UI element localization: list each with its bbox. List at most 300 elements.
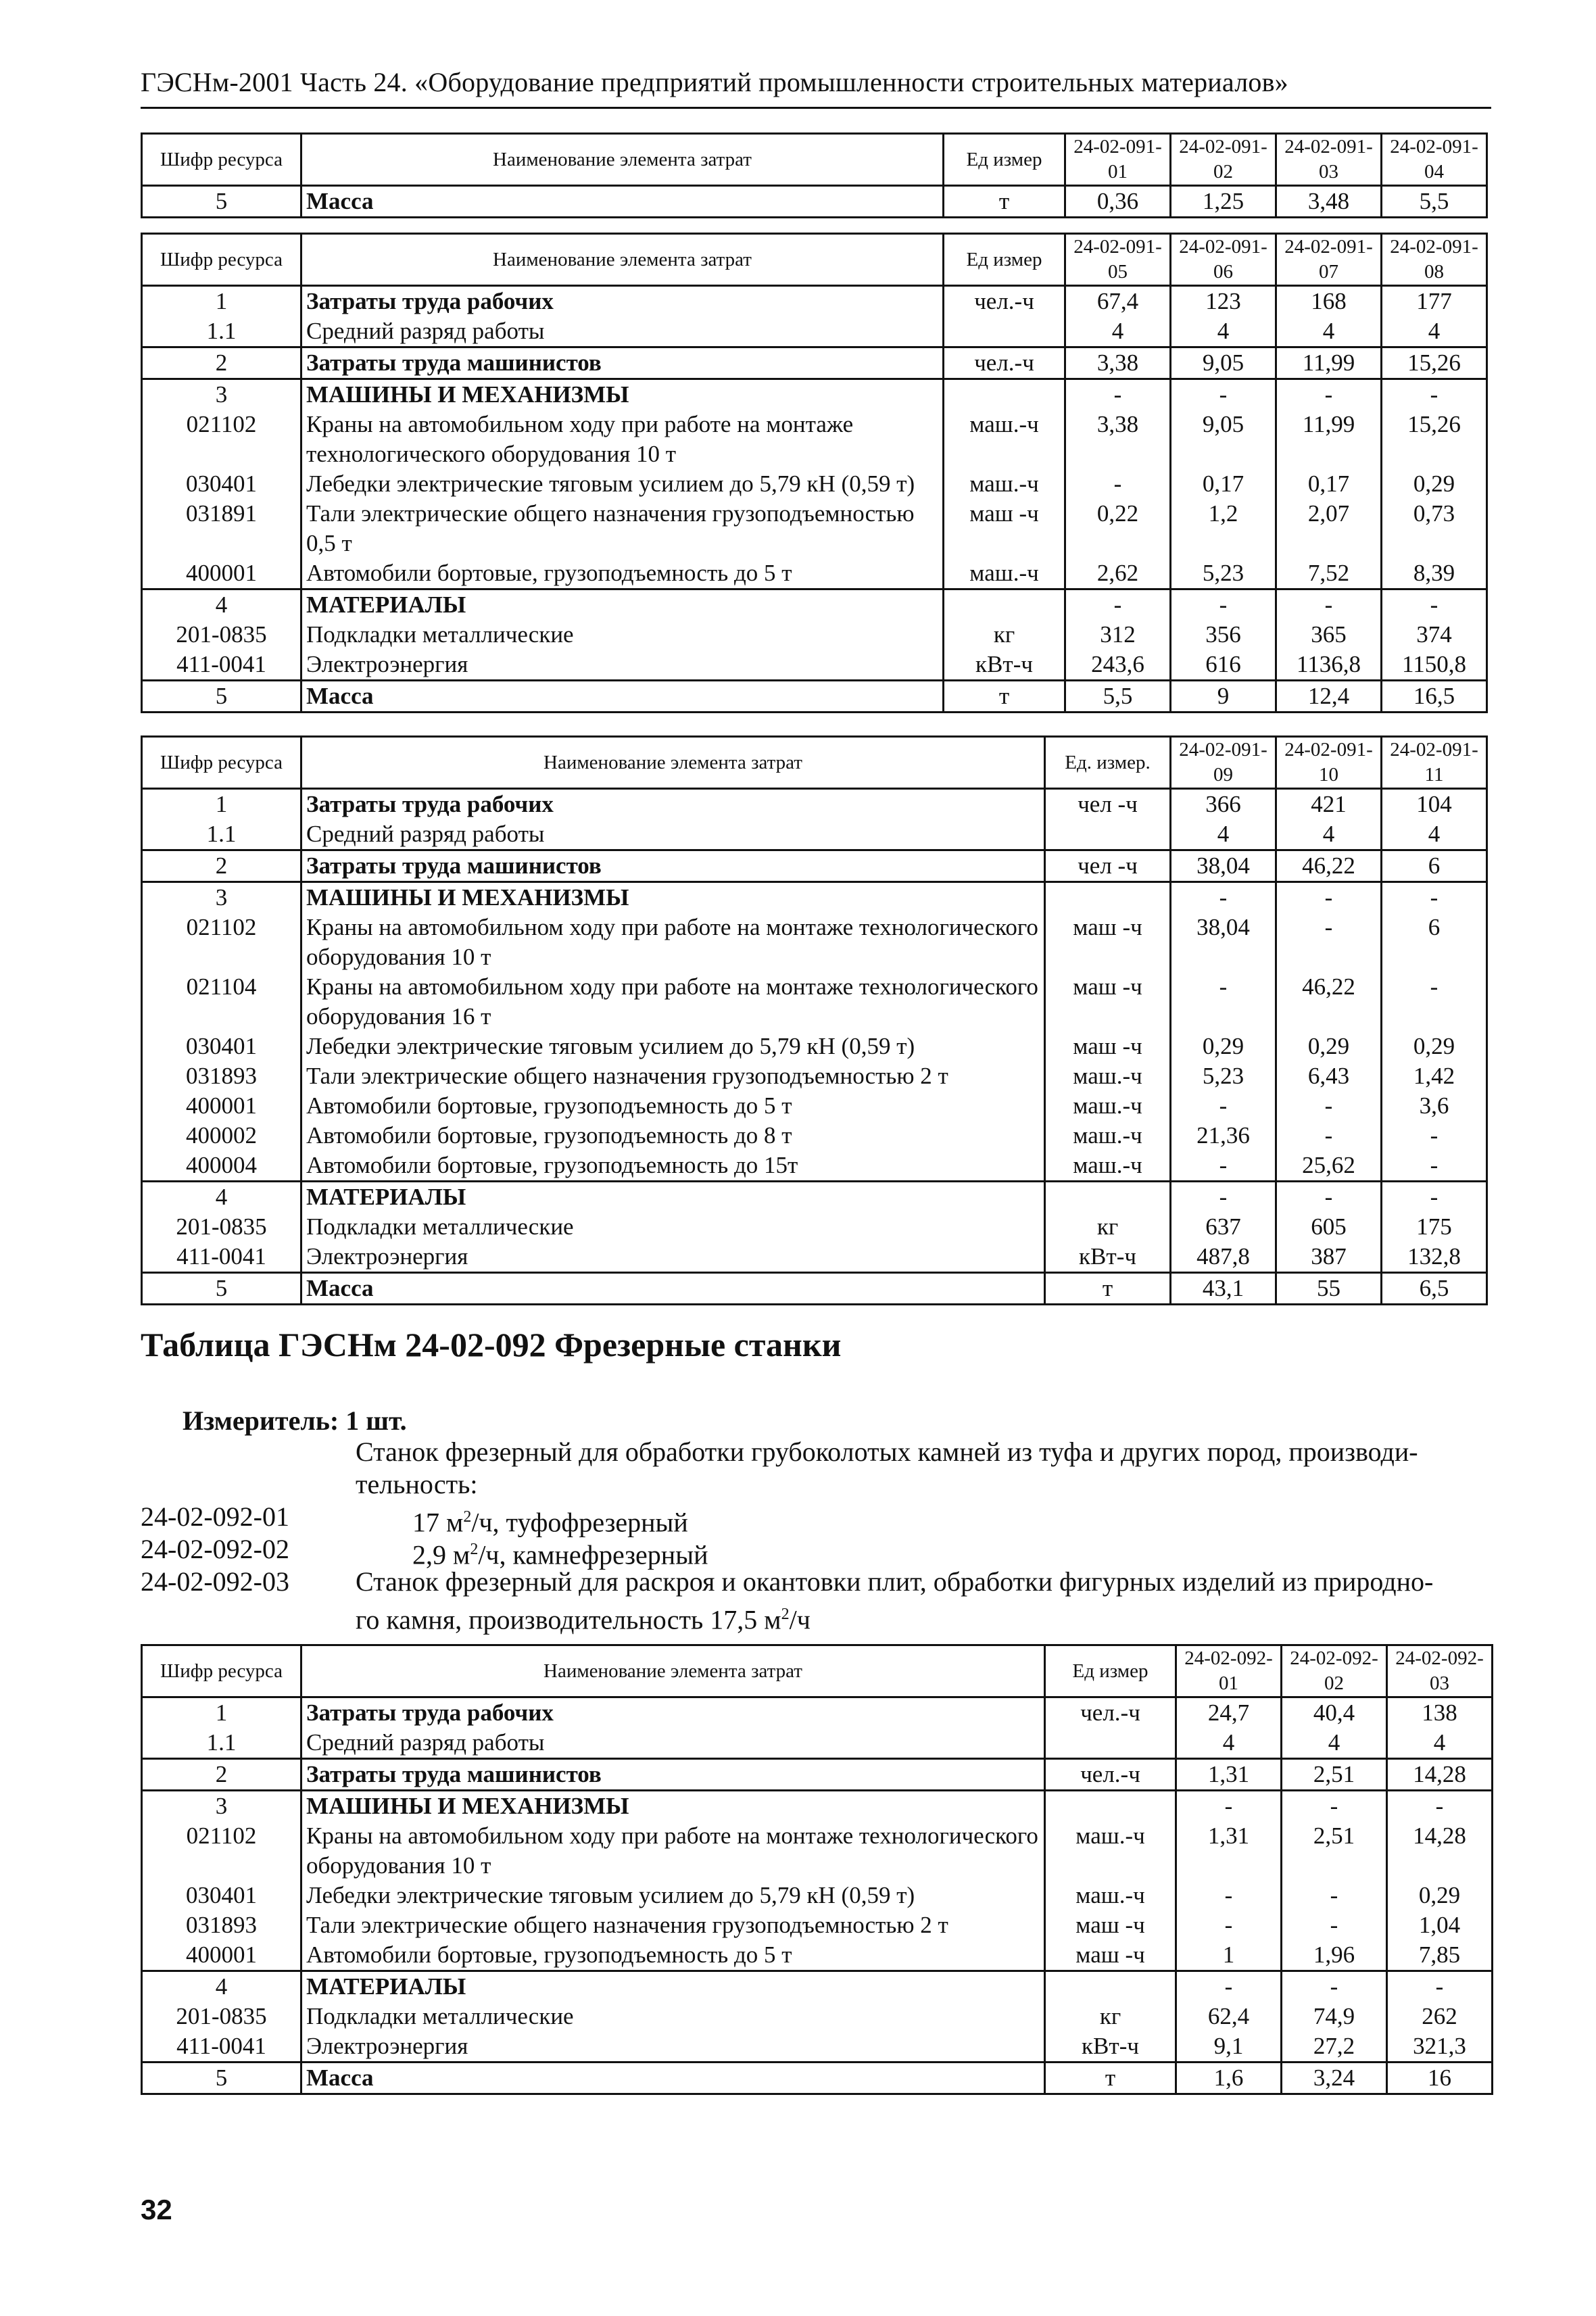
cell-name: МАШИНЫ И МЕХАНИЗМЫ [301, 379, 944, 410]
cell-name: Масса [301, 681, 944, 713]
cell-value: 4 [1282, 1728, 1387, 1759]
item-code-2: 24-02-092-02 [141, 1534, 289, 1564]
cell-unit: чел -ч [1045, 850, 1171, 882]
cell-value: 15,26 [1382, 347, 1487, 379]
table-row [142, 499, 1487, 558]
cell-value: 177 [1382, 286, 1487, 317]
cell-name: Краны на автомобильном ходу при работе на монтаже технологического оборудования 10 т [301, 1821, 1045, 1881]
header-norm-code: 24-02-091-05 [1065, 234, 1171, 286]
cell-value: 3,48 [1276, 186, 1382, 218]
cell-value: - [1065, 379, 1171, 410]
item-text-3-line-1: Станок фрезерный для раскроя и окантовки плит, обработки фигурных изделий из природно- [356, 1566, 1434, 1597]
cell-value: 0,22 [1065, 499, 1171, 558]
table-body [142, 1645, 1493, 2094]
cell-value: 25,62 [1276, 1151, 1382, 1182]
cell-value: - [1171, 1151, 1276, 1182]
cell-value: 5,23 [1171, 1061, 1276, 1091]
cell-value: 6,5 [1382, 1273, 1487, 1305]
cell-code: 411-0041 [142, 1242, 301, 1273]
cell-name: МАТЕРИАЛЫ [301, 1182, 1045, 1213]
measure-label: Измеритель: [183, 1405, 339, 1436]
table-row [142, 1759, 1493, 1791]
cell-name: МАШИНЫ И МЕХАНИЗМЫ [301, 882, 1045, 913]
header-row [142, 1645, 1493, 1697]
table-row [142, 1821, 1493, 1881]
cell-code: 411-0041 [142, 2031, 301, 2062]
cell-unit: т [944, 681, 1065, 713]
cell-code: 2 [142, 347, 301, 379]
cell-unit: маш.-ч [944, 469, 1065, 499]
cell-unit: кг [1045, 1212, 1171, 1242]
cell-name: Подкладки металлические [301, 1212, 1045, 1242]
cell-value: - [1382, 1121, 1487, 1151]
cell-value: - [1276, 882, 1382, 913]
cell-value: 46,22 [1276, 972, 1382, 1032]
cell-value: 27,2 [1282, 2031, 1387, 2062]
table-row [142, 819, 1487, 850]
cell-unit: маш -ч [1045, 1940, 1176, 1971]
cell-value: - [1382, 972, 1487, 1032]
cell-value: 4 [1382, 316, 1487, 347]
table-row [142, 1182, 1487, 1213]
cell-code: 030401 [142, 1881, 301, 1910]
cell-value: - [1276, 1091, 1382, 1121]
cell-code: 5 [142, 681, 301, 713]
cell-value: 374 [1382, 620, 1487, 650]
cell-value: - [1065, 469, 1171, 499]
item-text-1-sup: 2 [463, 1508, 472, 1526]
cell-unit: маш.-ч [944, 558, 1065, 589]
cell-name: Средний разряд работы [301, 1728, 1045, 1759]
cell-value: 104 [1382, 789, 1487, 820]
header-norm-code: 24-02-091-06 [1171, 234, 1276, 286]
cell-name: Автомобили бортовые, грузоподъемность до 5 т [301, 1091, 1045, 1121]
cell-name: Подкладки металлические [301, 620, 944, 650]
table-row [142, 1940, 1493, 1971]
cell-unit [944, 316, 1065, 347]
cell-value: 168 [1276, 286, 1382, 317]
cell-name: МАТЕРИАЛЫ [301, 589, 944, 621]
cell-name: Масса [301, 1273, 1045, 1305]
header-unit: Ед измер [1045, 1645, 1176, 1697]
cell-value: 4 [1065, 316, 1171, 347]
cell-code: 4 [142, 1971, 301, 2002]
cell-value: 4 [1387, 1728, 1493, 1759]
cell-unit: чел.-ч [1045, 1697, 1176, 1729]
cell-name: Лебедки электрические тяговым усилием до 5,79 кН (0,59 т) [301, 1032, 1045, 1061]
cell-value: 2,51 [1282, 1759, 1387, 1791]
table-row [142, 1091, 1487, 1121]
cell-value: - [1171, 972, 1276, 1032]
cell-value: 138 [1387, 1697, 1493, 1729]
header-norm-code: 24-02-091-08 [1382, 234, 1487, 286]
item-text-1-a: 17 м [412, 1507, 464, 1538]
cell-name: МАШИНЫ И МЕХАНИЗМЫ [301, 1791, 1045, 1822]
cell-code: 030401 [142, 1032, 301, 1061]
cell-name: Затраты труда машинистов [301, 347, 944, 379]
table-row [142, 469, 1487, 499]
cell-unit: кг [944, 620, 1065, 650]
cell-value: 14,28 [1387, 1821, 1493, 1881]
cell-code: 5 [142, 2062, 301, 2094]
cell-code: 021104 [142, 972, 301, 1032]
cell-value: 0,73 [1382, 499, 1487, 558]
cell-value: - [1276, 1121, 1382, 1151]
cell-code: 1.1 [142, 1728, 301, 1759]
cell-value: 1,42 [1382, 1061, 1487, 1091]
cell-value: - [1387, 1971, 1493, 2002]
table-row [142, 1212, 1487, 1242]
measure-line [183, 1405, 407, 1437]
cell-unit: маш -ч [944, 499, 1065, 558]
cell-value: 1 [1176, 1940, 1282, 1971]
cell-unit [1045, 1971, 1176, 2002]
header-unit: Ед. измер. [1045, 737, 1171, 789]
cell-unit: маш.-ч [1045, 1881, 1176, 1910]
cell-value: - [1276, 379, 1382, 410]
header-name: Наименование элемента затрат [301, 234, 944, 286]
cell-code: 031893 [142, 1061, 301, 1091]
header-code: Шифр ресурса [142, 737, 301, 789]
cell-value: 11,99 [1276, 347, 1382, 379]
cell-code: 411-0041 [142, 650, 301, 681]
cell-name: Электроэнергия [301, 2031, 1045, 2062]
cell-value: 24,7 [1176, 1697, 1282, 1729]
cell-code: 400001 [142, 1091, 301, 1121]
cell-name: Масса [301, 2062, 1045, 2094]
cell-name: Краны на автомобильном ходу при работе на монтаже технологического оборудования 10 т [301, 410, 944, 469]
cell-unit: маш.-ч [1045, 1061, 1171, 1091]
cell-value: 312 [1065, 620, 1171, 650]
cell-value: - [1382, 1182, 1487, 1213]
resource-table-091-09-11 [141, 735, 1488, 1305]
cell-value: - [1171, 379, 1276, 410]
table-row [142, 2031, 1493, 2062]
running-header: ГЭСНм-2001 Часть 24. «Оборудование предприятий промышленности строительных материалов» [141, 67, 1288, 97]
cell-name: Средний разряд работы [301, 819, 1045, 850]
intro-line-2: тельность: [356, 1469, 478, 1499]
cell-value: 0,29 [1171, 1032, 1276, 1061]
cell-unit: чел.-ч [944, 347, 1065, 379]
table-row [142, 1697, 1493, 1729]
cell-value: 38,04 [1171, 913, 1276, 972]
cell-name: Автомобили бортовые, грузоподъемность до 15т [301, 1151, 1045, 1182]
table-row [142, 972, 1487, 1032]
cell-value: 3,24 [1282, 2062, 1387, 2094]
cell-code: 021102 [142, 913, 301, 972]
cell-value: 5,23 [1171, 558, 1276, 589]
cell-value: - [1276, 913, 1382, 972]
table-row [142, 186, 1487, 218]
cell-value: 15,26 [1382, 410, 1487, 469]
cell-code: 1.1 [142, 316, 301, 347]
cell-value: 487,8 [1171, 1242, 1276, 1273]
cell-value: 616 [1171, 650, 1276, 681]
cell-unit [1045, 819, 1171, 850]
cell-name: Электроэнергия [301, 650, 944, 681]
cell-value: 8,39 [1382, 558, 1487, 589]
cell-value: 1,6 [1176, 2062, 1282, 2094]
cell-value: - [1282, 1881, 1387, 1910]
cell-value: 6 [1382, 850, 1487, 882]
cell-name: Лебедки электрические тяговым усилием до 5,79 кН (0,59 т) [301, 1881, 1045, 1910]
cell-code: 1 [142, 1697, 301, 1729]
cell-name: Краны на автомобильном ходу при работе на монтаже технологического оборудования 10 т [301, 913, 1045, 972]
cell-value: - [1176, 1791, 1282, 1822]
header-code: Шифр ресурса [142, 134, 301, 186]
header-norm-code: 24-02-091-10 [1276, 737, 1382, 789]
cell-unit: чел -ч [1045, 789, 1171, 820]
header-norm-code: 24-02-091-09 [1171, 737, 1276, 789]
cell-code: 3 [142, 882, 301, 913]
header-unit: Ед измер [944, 134, 1065, 186]
cell-unit [944, 589, 1065, 621]
cell-value: 16 [1387, 2062, 1493, 2094]
cell-code: 4 [142, 1182, 301, 1213]
table-row [142, 316, 1487, 347]
item-text-2-sup: 2 [470, 1541, 479, 1558]
cell-unit: маш -ч [1045, 1032, 1171, 1061]
table-row [142, 882, 1487, 913]
cell-unit: чел.-ч [1045, 1759, 1176, 1791]
cell-value: 366 [1171, 789, 1276, 820]
cell-unit [1045, 1791, 1176, 1822]
cell-code: 4 [142, 589, 301, 621]
table-row [142, 286, 1487, 317]
table-row [142, 650, 1487, 681]
item-text-3-line-2-a: го камня, производительность 17,5 м [356, 1604, 781, 1635]
cell-unit: маш -ч [1045, 913, 1171, 972]
cell-name: МАТЕРИАЛЫ [301, 1971, 1045, 2002]
cell-name: Автомобили бортовые, грузоподъемность до 5 т [301, 558, 944, 589]
cell-value: 1,31 [1176, 1821, 1282, 1881]
cell-name: Средний разряд работы [301, 316, 944, 347]
cell-value: 67,4 [1065, 286, 1171, 317]
table-row [142, 913, 1487, 972]
cell-value: 365 [1276, 620, 1382, 650]
header-code: Шифр ресурса [142, 1645, 301, 1697]
table-row [142, 850, 1487, 882]
cell-name: Затраты труда машинистов [301, 1759, 1045, 1791]
cell-code: 400004 [142, 1151, 301, 1182]
cell-unit: маш.-ч [1045, 1821, 1176, 1881]
cell-value: 5,5 [1382, 186, 1487, 218]
item-text-3-line-2-b: /ч [789, 1604, 811, 1635]
table-row [142, 1061, 1487, 1091]
cell-value: 9,1 [1176, 2031, 1282, 2062]
cell-name: Затраты труда рабочих [301, 286, 944, 317]
cell-value: 40,4 [1282, 1697, 1387, 1729]
cell-value: 1,2 [1171, 499, 1276, 558]
cell-value: 5,5 [1065, 681, 1171, 713]
cell-value: 4 [1382, 819, 1487, 850]
cell-name: Масса [301, 186, 944, 218]
cell-code: 1 [142, 789, 301, 820]
section-title: Таблица ГЭСНм 24-02-092 Фрезерные станки [141, 1326, 842, 1364]
table-row [142, 558, 1487, 589]
table-row [142, 1971, 1493, 2002]
header-code: Шифр ресурса [142, 234, 301, 286]
cell-value: 1,25 [1171, 186, 1276, 218]
cell-code: 1.1 [142, 819, 301, 850]
cell-code: 400001 [142, 558, 301, 589]
cell-name: Затраты труда рабочих [301, 1697, 1045, 1729]
cell-value: - [1276, 1182, 1382, 1213]
cell-unit: т [944, 186, 1065, 218]
cell-unit: т [1045, 1273, 1171, 1305]
cell-code: 031891 [142, 499, 301, 558]
cell-value: 3,6 [1382, 1091, 1487, 1121]
cell-value: 0,29 [1382, 469, 1487, 499]
header-norm-code: 24-02-091-01 [1065, 134, 1171, 186]
cell-value: 132,8 [1382, 1242, 1487, 1273]
cell-value: 175 [1382, 1212, 1487, 1242]
table-row [142, 1910, 1493, 1940]
header-name: Наименование элемента затрат [301, 1645, 1045, 1697]
cell-value: 1150,8 [1382, 650, 1487, 681]
cell-name: Автомобили бортовые, грузоподъемность до 5 т [301, 1940, 1045, 1971]
cell-code: 3 [142, 379, 301, 410]
cell-code: 201-0835 [142, 620, 301, 650]
cell-value: 0,29 [1382, 1032, 1487, 1061]
table-row [142, 379, 1487, 410]
resource-table-091-01-04 [141, 132, 1488, 218]
cell-name: Краны на автомобильном ходу при работе на монтаже технологического оборудования 16 т [301, 972, 1045, 1032]
cell-value: - [1171, 589, 1276, 621]
header-norm-code: 24-02-092-02 [1282, 1645, 1387, 1697]
cell-code: 2 [142, 850, 301, 882]
item-text-3-line-2-sup: 2 [781, 1606, 790, 1623]
cell-value: 0,36 [1065, 186, 1171, 218]
cell-value: - [1176, 1881, 1282, 1910]
cell-value: 262 [1387, 2002, 1493, 2031]
intro-line-1: Станок фрезерный для обработки грубоколотых камней из туфа и других пород, производи- [356, 1437, 1418, 1467]
cell-value: 9 [1171, 681, 1276, 713]
cell-code: 5 [142, 1273, 301, 1305]
cell-value: 55 [1276, 1273, 1382, 1305]
table-row [142, 789, 1487, 820]
cell-value: 43,1 [1171, 1273, 1276, 1305]
header-row [142, 737, 1487, 789]
cell-unit: маш -ч [1045, 1910, 1176, 1940]
cell-value: 74,9 [1282, 2002, 1387, 2031]
cell-value: 16,5 [1382, 681, 1487, 713]
table-row [142, 347, 1487, 379]
cell-value: 9,05 [1171, 347, 1276, 379]
header-row [142, 234, 1487, 286]
item-code-1: 24-02-092-01 [141, 1501, 289, 1532]
cell-value: - [1065, 589, 1171, 621]
table-body [142, 234, 1487, 713]
cell-value: 3,38 [1065, 410, 1171, 469]
cell-unit [1045, 1728, 1176, 1759]
table-row [142, 2002, 1493, 2031]
cell-code: 031893 [142, 1910, 301, 1940]
cell-value: 421 [1276, 789, 1382, 820]
item-text-1-b: /ч, туфофрезерный [471, 1507, 688, 1538]
page-number: 32 [141, 2194, 172, 2225]
cell-name: Подкладки металлические [301, 2002, 1045, 2031]
cell-value: 321,3 [1387, 2031, 1493, 2062]
cell-value: 21,36 [1171, 1121, 1276, 1151]
item-text-2-b: /ч, камнефрезерный [478, 1539, 708, 1570]
cell-unit: кВт-ч [1045, 1242, 1171, 1273]
cell-value: 4 [1276, 819, 1382, 850]
cell-value: 605 [1276, 1212, 1382, 1242]
cell-value: 7,52 [1276, 558, 1382, 589]
cell-name: Электроэнергия [301, 1242, 1045, 1273]
cell-unit: маш.-ч [1045, 1091, 1171, 1121]
cell-code: 1 [142, 286, 301, 317]
resource-table-092 [141, 1644, 1493, 2095]
cell-code: 021102 [142, 410, 301, 469]
table-row [142, 681, 1487, 713]
cell-value: 3,38 [1065, 347, 1171, 379]
cell-value: 14,28 [1387, 1759, 1493, 1791]
table-row [142, 1151, 1487, 1182]
cell-value: - [1276, 589, 1382, 621]
table-row [142, 1121, 1487, 1151]
header-norm-code: 24-02-092-01 [1176, 1645, 1282, 1697]
header-norm-code: 24-02-092-03 [1387, 1645, 1493, 1697]
cell-value: 4 [1171, 316, 1276, 347]
cell-value: - [1176, 1971, 1282, 2002]
header-row [142, 134, 1487, 186]
cell-code: 3 [142, 1791, 301, 1822]
table-row [142, 1273, 1487, 1305]
cell-unit: чел.-ч [944, 286, 1065, 317]
cell-value: 356 [1171, 620, 1276, 650]
cell-unit: т [1045, 2062, 1176, 2094]
cell-name: Затраты труда машинистов [301, 850, 1045, 882]
cell-value: - [1382, 1151, 1487, 1182]
cell-unit [1045, 1182, 1171, 1213]
cell-value: 0,17 [1276, 469, 1382, 499]
cell-value: - [1387, 1791, 1493, 1822]
cell-value: 0,29 [1276, 1032, 1382, 1061]
cell-value: 2,62 [1065, 558, 1171, 589]
cell-value: 1,31 [1176, 1759, 1282, 1791]
table-row [142, 1881, 1493, 1910]
cell-value: 9,05 [1171, 410, 1276, 469]
table-body [142, 134, 1487, 218]
header-unit: Ед измер [944, 234, 1065, 286]
cell-code: 400002 [142, 1121, 301, 1151]
table-body [142, 737, 1487, 1305]
cell-value: 46,22 [1276, 850, 1382, 882]
cell-value: 6 [1382, 913, 1487, 972]
item-code-3: 24-02-092-03 [141, 1566, 289, 1597]
cell-code: 201-0835 [142, 1212, 301, 1242]
cell-value: - [1382, 882, 1487, 913]
cell-value: - [1282, 1910, 1387, 1940]
cell-unit: маш.-ч [1045, 1121, 1171, 1151]
cell-value: 243,6 [1065, 650, 1171, 681]
cell-name: Лебедки электрические тяговым усилием до 5,79 кН (0,59 т) [301, 469, 944, 499]
cell-code: 030401 [142, 469, 301, 499]
header-name: Наименование элемента затрат [301, 737, 1045, 789]
cell-value: - [1382, 379, 1487, 410]
cell-name: Автомобили бортовые, грузоподъемность до 8 т [301, 1121, 1045, 1151]
cell-unit [944, 379, 1065, 410]
cell-value: 38,04 [1171, 850, 1276, 882]
cell-name: Тали электрические общего назначения грузоподъемностью 2 т [301, 1061, 1045, 1091]
cell-code: 2 [142, 1759, 301, 1791]
cell-value: 11,99 [1276, 410, 1382, 469]
cell-value: - [1282, 1971, 1387, 2002]
cell-value: 123 [1171, 286, 1276, 317]
cell-value: 2,51 [1282, 1821, 1387, 1881]
